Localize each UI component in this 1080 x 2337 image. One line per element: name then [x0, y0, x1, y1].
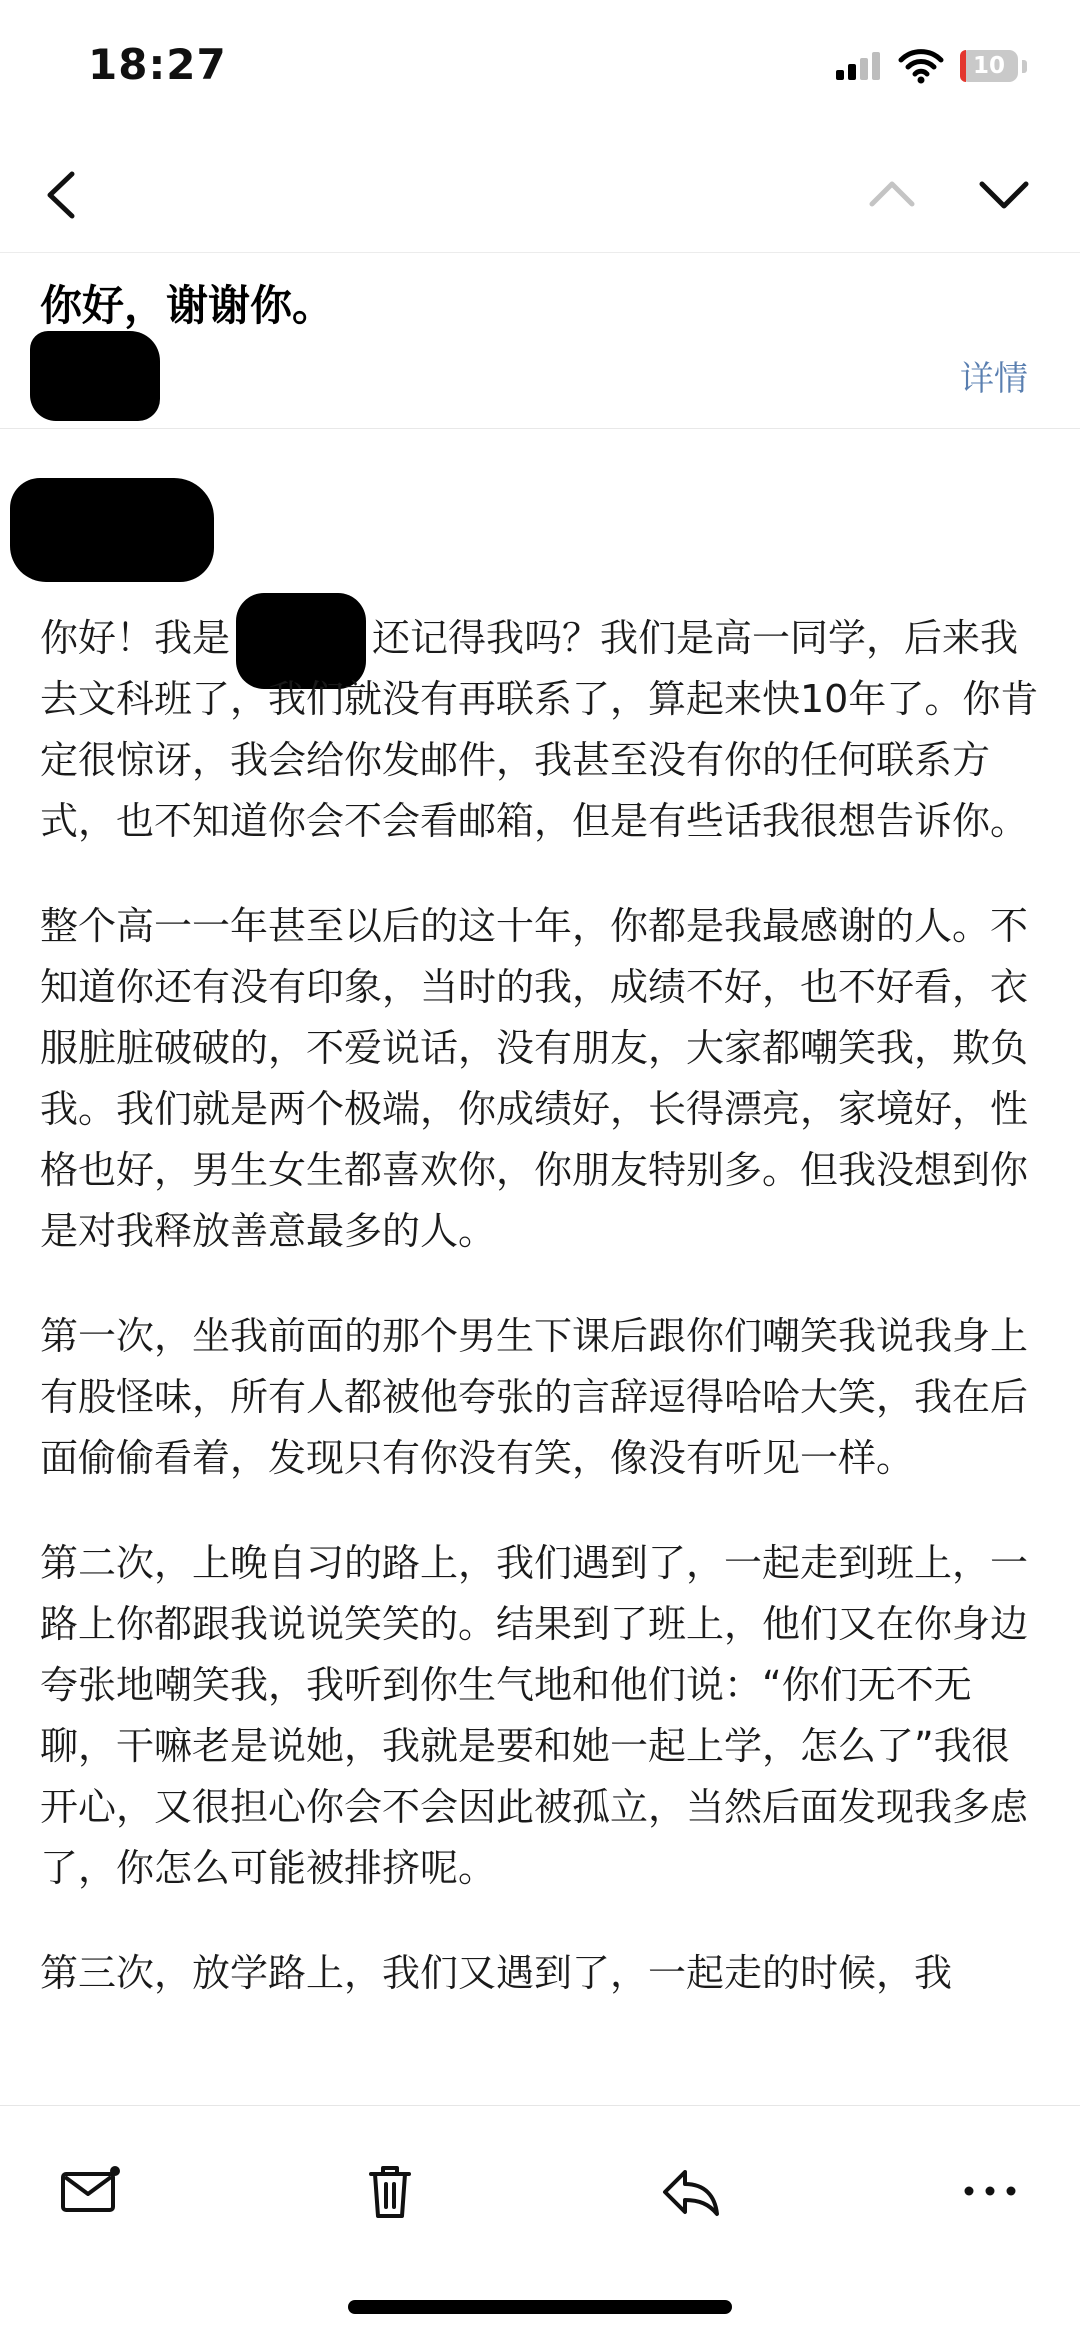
battery-icon — [960, 50, 1018, 82]
home-indicator[interactable] — [348, 2300, 732, 2314]
back-chevron-icon[interactable] — [36, 162, 96, 228]
more-icon[interactable] — [955, 2156, 1025, 2226]
paragraph-1-rest: 还记得我吗？我们是高一同学，后来我去文科班了，我们就没有再联系了，算起来快10年了。你肯定很惊讶，我会给你发邮件，我甚至没有你的任何联系方式，也不知道你会不会看邮箱，但是有些话我很想告诉你。 — [40, 616, 1039, 843]
paragraph-5: 第三次，放学路上，我们又遇到了，一起走的时候，我 — [40, 1951, 953, 1995]
battery-cap — [1022, 60, 1027, 73]
status-bar — [0, 0, 1080, 140]
nav-bar — [0, 140, 1080, 253]
compose-mail-icon[interactable] — [55, 2156, 125, 2226]
mail-paragraphs — [40, 608, 1040, 2048]
mail-subject: 你好，谢谢你。 — [40, 281, 335, 330]
details-link[interactable]: 详情 — [960, 359, 1028, 399]
reply-icon[interactable] — [655, 2156, 725, 2226]
paragraph-3: 第一次，坐我前面的那个男生下课后跟你们嘲笑我说我身上有股怪味，所有人都被他夸张的言辞逗得哈哈大笑，我在后面偷偷看着，发现只有你没有笑，像没有听见一样。 — [40, 1314, 1029, 1480]
trash-icon[interactable] — [355, 2156, 425, 2226]
paragraph-1 — [40, 608, 1040, 852]
battery-level-text: 10 — [972, 53, 1005, 79]
paragraph-1-start: 你好！我是 — [40, 616, 231, 660]
status-time: 18:27 — [88, 40, 227, 89]
previous-chevron-icon[interactable] — [862, 164, 922, 224]
signal-icon — [836, 52, 884, 82]
mail-header — [0, 253, 1080, 429]
next-chevron-icon[interactable] — [974, 164, 1034, 224]
paragraph-2: 整个高一一年甚至以后的这十年，你都是我最感谢的人。不知道你还有没有印象，当时的我，成绩不好，也不好看，衣服脏脏破破的，不爱说话，没有朋友，大家都嘲笑我，欺负我。我们就是两个极端，你成绩好，长得漂亮，家境好，性格也好，男生女生都喜欢你，你朋友特别多。但我没想到你是对我释放善意最多的人。 — [40, 904, 1029, 1253]
redacted-name — [236, 593, 366, 689]
wifi-icon — [898, 48, 944, 84]
redacted-greeting — [10, 478, 214, 582]
redacted-sender — [30, 331, 160, 421]
paragraph-4: 第二次，上晚自习的路上，我们遇到了，一起走到班上，一路上你都跟我说说笑笑的。结果到了班上，他们又在你身边夸张地嘲笑我，我听到你生气地和他们说：“你们无不无聊，干嘛老是说她，我就是要和她一起上学，怎么了”我很开心，又很担心你会不会因此被孤立，当然后面发现我多虑了，你怎么可能被排挤呢。 — [40, 1541, 1029, 1890]
